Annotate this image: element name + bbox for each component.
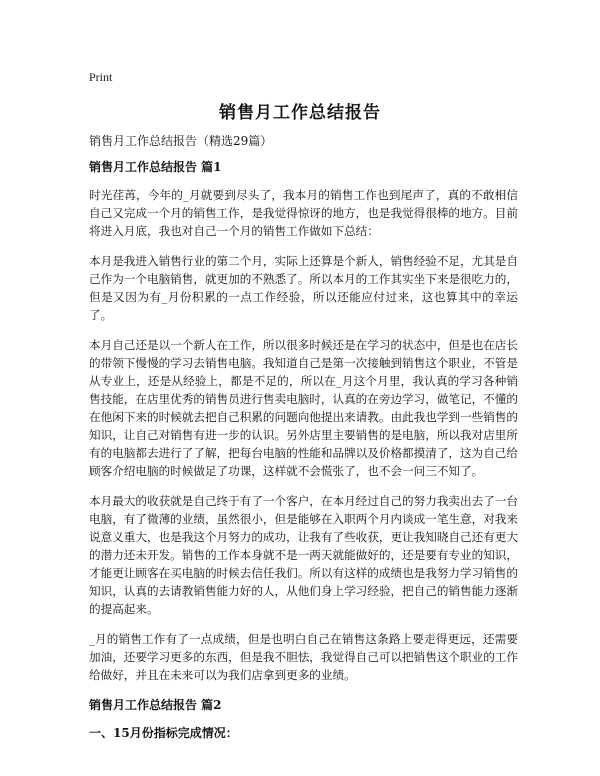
print-label: Print xyxy=(89,70,113,84)
document-subtitle: 销售月工作总结报告（精选29篇） xyxy=(89,134,273,148)
paragraph: 本月是我进入销售行业的第二个月，实际上还算是个新人，销售经验不足，尤其是自己作为一个电脑销售，就更加的不熟悉了。所以本月的工作其实坐下来是很吃力的，但是又因为有_月份积累的一点工作经验，所以还能应付过来，这也算其中的幸运了。 xyxy=(89,254,518,322)
section-heading-2: 销售月工作总结报告 篇2 xyxy=(89,698,222,712)
document-title: 销售月工作总结报告 xyxy=(219,103,381,123)
section-heading-1: 销售月工作总结报告 篇1 xyxy=(89,160,222,174)
paragraph: 本月最大的收获就是自己终于有了一个客户，在本月经过自己的努力我卖出去了一台电脑，有了微薄的业绩，虽然很小，但是能够在入职两个月内谈成一笔生意，对我来说意义重大，也是我这个月努力的成功，让我有了些收获，更让我知晓自己还有更大的潜力还未开发。销售的工作本身就不是一两天就能做好的，还是要有专业的知识，才能更让顾客在买电脑的时候去信任我们。所以有这样的成绩也是我努力学习销售的知识，认真的去请教销售能力好的人，从他们身上学习经验，把自己的销售能力逐渐的提高起来。 xyxy=(89,494,518,616)
document-body xyxy=(89,158,518,742)
paragraph: _月的销售工作有了一点成绩，但是也明白自己在销售这条路上要走得更远，还需要加油，还要学习更多的东西，但是我不胆怯，我觉得自己可以把销售这个职业的工作给做好，并且在未来可以为我们店拿到更多的业绩。 xyxy=(89,632,518,682)
subsection-heading: 一、15月份指标完成情况： xyxy=(89,726,238,740)
paragraph: 时光荏苒，今年的_月就要到尽头了，我本月的销售工作也到尾声了，真的不敢相信自己又完成一个月的销售工作，是我觉得惊讶的地方，也是我觉得很棒的地方。目前将进入月底，我也对自己一个月的销售工作做如下总结： xyxy=(89,188,518,238)
paragraph: 本月自己还是以一个新人在工作，所以很多时候还是在学习的状态中，但是也在店长的带领下慢慢的学习去销售电脑。我知道自己是第一次接触到销售这个职业，不管是从专业上，还是从经验上，都是不足的，所以在_月这个月里，我认真的学习各种销售技能，在店里优秀的销售员进行售卖电脑时，认真的在旁边学习，做笔记，不懂的在他闲下来的时候就去把自己积累的问题向他提出来请教。由此我也学到一些销售的知识，让自己对销售有进一步的认识。另外店里主要销售的是电脑，所以我对店里所有的电脑都去进行了了解，把每台电脑的性能和品牌以及价格都摸清了，这为自己给顾客介绍电脑的时候做足了功课，这样就不会慌张了，也不会一问三不知了。 xyxy=(89,338,518,478)
